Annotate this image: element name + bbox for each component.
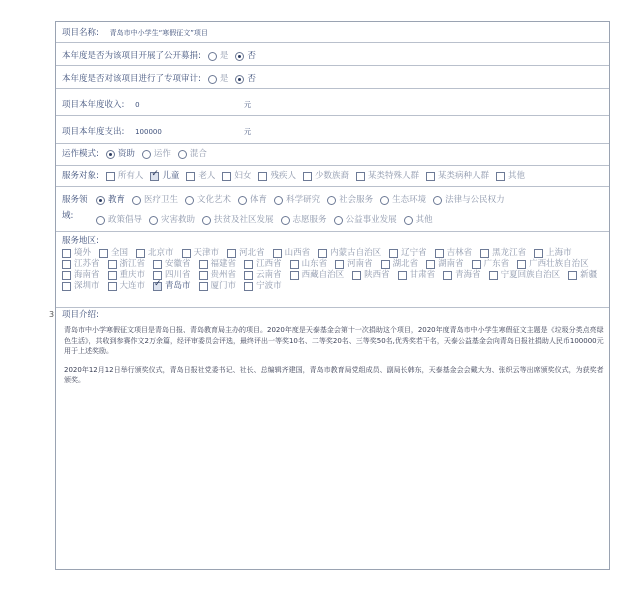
- radio-button[interactable]: [235, 75, 244, 84]
- field-sports[interactable]: 体育: [238, 196, 267, 205]
- region-option[interactable]: [182, 249, 220, 258]
- row-divider: [56, 165, 609, 166]
- service-fields-label-1: 服务领: [62, 195, 88, 205]
- region-option[interactable]: [273, 249, 311, 258]
- region-label: 安徽省: [165, 259, 191, 270]
- checkbox[interactable]: [244, 260, 253, 269]
- region-option[interactable]: [62, 282, 100, 291]
- checkbox[interactable]: [443, 271, 452, 280]
- service-fields-label-2: 域:: [62, 211, 74, 221]
- region-label: 吉林省: [446, 248, 473, 259]
- region-option[interactable]: [352, 271, 390, 280]
- region-option[interactable]: [62, 271, 100, 280]
- region-option[interactable]: [318, 249, 381, 258]
- row-divider: [56, 42, 609, 43]
- project-name-row: [62, 29, 208, 38]
- expense-value: 100000: [135, 128, 162, 136]
- special-audit-no[interactable]: 否: [235, 75, 256, 84]
- region-label: 江苏省: [74, 259, 100, 270]
- region-label: 山东省: [301, 259, 328, 270]
- row-divider: [56, 88, 609, 89]
- service-regions-list: [62, 249, 610, 291]
- region-label: 湖南省: [438, 259, 464, 270]
- special-audit-yes[interactable]: 是: [208, 75, 229, 84]
- region-option[interactable]: [136, 249, 174, 258]
- checkbox[interactable]: [303, 172, 312, 181]
- checkbox[interactable]: [108, 271, 117, 280]
- checkbox[interactable]: [153, 282, 162, 291]
- income-label: 项目本年度收入:: [62, 100, 125, 110]
- checkbox[interactable]: [244, 271, 253, 280]
- radio-button[interactable]: [202, 216, 211, 225]
- region-label: 云南省: [256, 270, 282, 281]
- checkbox[interactable]: [290, 271, 299, 280]
- region-label: 重庆市: [119, 270, 146, 281]
- operation-mode-operate[interactable]: 运作: [142, 150, 171, 159]
- checkbox[interactable]: [153, 260, 162, 269]
- operation-mode-label: 运作模式:: [62, 149, 99, 160]
- region-option[interactable]: [398, 271, 436, 280]
- region-label: 厦门市: [210, 281, 237, 292]
- target-disabled[interactable]: 残疾人: [258, 172, 296, 181]
- introduction-paragraph: 2020年12月12日举行颁奖仪式，青岛日报社党委书记、社长、总编辑齐建国，青岛市教育局党组成员、副局长韩东，天泰基金会会戴大为、张织云等出席颁奖仪式，为获奖者颁奖。: [64, 365, 604, 384]
- service-targets-row: [62, 172, 525, 181]
- region-option[interactable]: [472, 260, 510, 269]
- region-label: 宁波市: [256, 281, 282, 292]
- introduction-paragraph: 青岛市中小学寒假征文项目是青岛日报、青岛教育局主办的项目。2020年度是天泰基金会第十一次捐助这个项目，2020年度青岛市中小学生寒假征文主题是《垃圾分类点亮绿色生活》，共收到参赛作文2万余篇，经评审委员会评选，最终评出一等奖10名、二等奖20名、三等奖50名,优秀奖若干名，天泰公益基金会向青岛日报社捐助人民币100000元用于上述奖励。: [64, 326, 604, 355]
- target-special-group[interactable]: 某类特殊人群: [356, 172, 419, 181]
- checkbox[interactable]: [517, 260, 526, 269]
- target-all[interactable]: 所有人: [106, 172, 144, 181]
- radio-button[interactable]: [238, 196, 247, 205]
- radio-button[interactable]: [281, 216, 290, 225]
- region-option[interactable]: [335, 260, 373, 269]
- public-fundraising-no[interactable]: 否: [235, 52, 256, 61]
- checkbox[interactable]: [62, 282, 71, 291]
- checkbox[interactable]: [136, 249, 145, 258]
- target-minorities[interactable]: 少数族裔: [303, 172, 349, 181]
- region-label: 深圳市: [74, 281, 100, 292]
- checkbox[interactable]: [398, 271, 407, 280]
- region-option[interactable]: [244, 260, 282, 269]
- region-option[interactable]: [435, 249, 473, 258]
- region-label: 甘肃省: [409, 270, 436, 281]
- region-label: 宁夏回族自治区: [500, 270, 561, 281]
- radio-button[interactable]: [132, 196, 141, 205]
- region-option[interactable]: [199, 282, 237, 291]
- checkbox[interactable]: [381, 260, 390, 269]
- region-option[interactable]: [199, 260, 237, 269]
- region-label: 黑龙江省: [492, 248, 527, 259]
- checkbox[interactable]: [222, 172, 231, 181]
- checkbox[interactable]: [182, 249, 191, 258]
- field-public-welfare[interactable]: 公益事业发展: [334, 216, 397, 225]
- region-option[interactable]: [62, 249, 91, 258]
- field-ecology[interactable]: 生态环境: [380, 196, 426, 205]
- radio-button[interactable]: [106, 150, 115, 159]
- region-option[interactable]: [153, 260, 191, 269]
- expense-label: 项目本年度支出:: [62, 127, 125, 137]
- region-option[interactable]: [108, 282, 146, 291]
- region-label: 河南省: [347, 259, 373, 270]
- checkbox[interactable]: [199, 271, 208, 280]
- region-option[interactable]: [517, 260, 589, 269]
- checkbox[interactable]: [290, 260, 299, 269]
- field-poverty-community[interactable]: 扶贫及社区发展: [202, 216, 274, 225]
- region-option[interactable]: [389, 249, 427, 258]
- target-other[interactable]: 其他: [496, 172, 525, 181]
- project-name-label: 项目名称:: [62, 28, 99, 38]
- checkbox[interactable]: [568, 271, 577, 280]
- checkbox[interactable]: [108, 260, 117, 269]
- radio-button[interactable]: [235, 52, 244, 61]
- region-option[interactable]: [381, 260, 419, 269]
- field-research[interactable]: 科学研究: [274, 196, 320, 205]
- region-label: 浙江省: [119, 259, 146, 270]
- operation-mode-row: [62, 150, 207, 159]
- checkbox[interactable]: [258, 172, 267, 181]
- checkbox[interactable]: [244, 282, 253, 291]
- region-label: 福建省: [210, 259, 237, 270]
- region-label: 广西壮族自治区: [529, 259, 589, 270]
- income-row: [62, 101, 140, 110]
- checkbox[interactable]: [426, 172, 435, 181]
- region-label: 四川省: [165, 270, 191, 281]
- region-label: 青海省: [455, 270, 481, 281]
- region-label: 境外: [74, 248, 92, 259]
- checkbox[interactable]: [62, 249, 71, 258]
- region-label: 大连市: [119, 281, 146, 292]
- region-label: 全国: [111, 248, 129, 259]
- region-option[interactable]: [489, 271, 561, 280]
- radio-button[interactable]: [327, 196, 336, 205]
- introduction-label: 项目介绍:: [62, 310, 99, 320]
- field-social-service[interactable]: 社会服务: [327, 196, 373, 205]
- income-unit: 元: [244, 101, 251, 109]
- checkbox[interactable]: [106, 172, 115, 181]
- checkbox[interactable]: [199, 282, 208, 291]
- region-label: 西藏自治区: [301, 270, 345, 281]
- checkbox[interactable]: [356, 172, 365, 181]
- region-option[interactable]: [568, 271, 597, 280]
- region-label: 内蒙古自治区: [330, 248, 382, 259]
- checkbox[interactable]: [489, 271, 498, 280]
- region-label: 新疆: [580, 270, 598, 281]
- radio-button[interactable]: [274, 196, 283, 205]
- region-option[interactable]: [108, 260, 146, 269]
- region-label: 上海市: [546, 248, 572, 259]
- checkbox[interactable]: [273, 249, 282, 258]
- region-label: 海南省: [74, 270, 100, 281]
- region-option[interactable]: [443, 271, 481, 280]
- service-fields-row1: [96, 196, 505, 205]
- public-fundraising-row: [62, 52, 256, 61]
- region-option[interactable]: [534, 249, 572, 258]
- radio-button[interactable]: [96, 216, 105, 225]
- checkbox[interactable]: [534, 249, 543, 258]
- radio-button[interactable]: [334, 216, 343, 225]
- region-label: 北京市: [148, 248, 174, 259]
- operation-mode-funding[interactable]: 资助: [106, 150, 135, 159]
- checkbox[interactable]: [480, 249, 489, 258]
- service-targets-label: 服务对象:: [62, 171, 99, 182]
- target-children[interactable]: ✓ 儿童: [150, 172, 179, 181]
- region-label: 江西省: [256, 259, 282, 270]
- public-fundraising-label: 本年度是否为该项目开展了公开募捐:: [62, 51, 201, 62]
- special-audit-row: [62, 75, 256, 84]
- field-education[interactable]: 教育: [96, 196, 125, 205]
- region-option[interactable]: [480, 249, 526, 258]
- region-option[interactable]: [290, 271, 345, 280]
- checkbox[interactable]: [99, 249, 108, 258]
- region-label: 山西省: [284, 248, 311, 259]
- income-value: 0: [135, 101, 140, 109]
- target-women[interactable]: 妇女: [222, 172, 251, 181]
- row-divider: [56, 307, 609, 308]
- checkbox[interactable]: [426, 260, 435, 269]
- field-other[interactable]: 其他: [404, 216, 433, 225]
- region-label: 青岛市: [165, 281, 191, 292]
- region-option[interactable]: [244, 282, 282, 291]
- radio-button[interactable]: [96, 196, 105, 205]
- public-fundraising-yes[interactable]: 是: [208, 52, 229, 61]
- operation-mode-mixed[interactable]: 混合: [178, 150, 207, 159]
- checkbox[interactable]: [496, 172, 505, 181]
- target-disease-group[interactable]: 某类病种人群: [426, 172, 489, 181]
- checkbox[interactable]: [62, 260, 71, 269]
- region-option[interactable]: [227, 249, 265, 258]
- target-elderly[interactable]: 老人: [186, 172, 215, 181]
- checkbox[interactable]: [186, 172, 195, 181]
- checkbox[interactable]: [435, 249, 444, 258]
- field-law-civil-rights[interactable]: 法律与公民权力: [433, 196, 505, 205]
- region-option[interactable]: [99, 249, 128, 258]
- project-name-value: 青岛市中小学生“寒假征文”项目: [109, 29, 208, 37]
- region-label: 广东省: [483, 259, 510, 270]
- radio-button[interactable]: [185, 196, 194, 205]
- region-option[interactable]: [108, 271, 146, 280]
- region-option[interactable]: [62, 260, 100, 269]
- radio-button[interactable]: [142, 150, 151, 159]
- row-divider: [56, 65, 609, 66]
- field-disaster-relief[interactable]: 灾害救助: [149, 216, 195, 225]
- introduction-text: [64, 325, 604, 394]
- row-divider: [56, 143, 609, 144]
- radio-button[interactable]: [178, 150, 187, 159]
- service-regions-label: 服务地区:: [62, 236, 99, 246]
- field-medical[interactable]: 医疗卫生: [132, 196, 178, 205]
- region-label: 陕西省: [364, 270, 390, 281]
- checkbox[interactable]: [335, 260, 344, 269]
- expense-row: [62, 128, 162, 137]
- radio-button[interactable]: [208, 52, 217, 61]
- radio-button[interactable]: [208, 75, 217, 84]
- checkbox[interactable]: [199, 260, 208, 269]
- checkbox[interactable]: [227, 249, 236, 258]
- checkbox[interactable]: [150, 172, 159, 181]
- region-option[interactable]: [426, 260, 464, 269]
- row-divider: [56, 115, 609, 116]
- region-label: 贵州省: [210, 270, 237, 281]
- row-divider: [56, 186, 609, 187]
- region-option[interactable]: [244, 271, 282, 280]
- radio-button[interactable]: [433, 196, 442, 205]
- field-culture-art[interactable]: 文化艺术: [185, 196, 231, 205]
- radio-button[interactable]: [380, 196, 389, 205]
- checkbox[interactable]: [352, 271, 361, 280]
- region-label: 辽宁省: [401, 248, 427, 259]
- region-option[interactable]: [199, 271, 237, 280]
- checkbox[interactable]: [389, 249, 398, 258]
- side-mark: 3: [49, 310, 55, 319]
- region-label: 天津市: [193, 248, 220, 259]
- service-fields-row2: [96, 216, 433, 225]
- region-option[interactable]: [290, 260, 328, 269]
- checkbox[interactable]: [108, 282, 117, 291]
- expense-unit: 元: [244, 128, 251, 136]
- region-label: 河北省: [239, 248, 265, 259]
- checkbox[interactable]: [62, 271, 71, 280]
- radio-button[interactable]: [404, 216, 413, 225]
- radio-button[interactable]: [149, 216, 158, 225]
- row-divider: [56, 231, 609, 232]
- field-policy-advocacy[interactable]: 政策倡导: [96, 216, 142, 225]
- special-audit-label: 本年度是否对该项目进行了专项审计:: [62, 74, 201, 85]
- checkbox[interactable]: [472, 260, 481, 269]
- field-volunteer[interactable]: 志愿服务: [281, 216, 327, 225]
- checkbox[interactable]: [318, 249, 327, 258]
- region-option[interactable]: [153, 282, 191, 291]
- region-label: 湖北省: [392, 259, 419, 270]
